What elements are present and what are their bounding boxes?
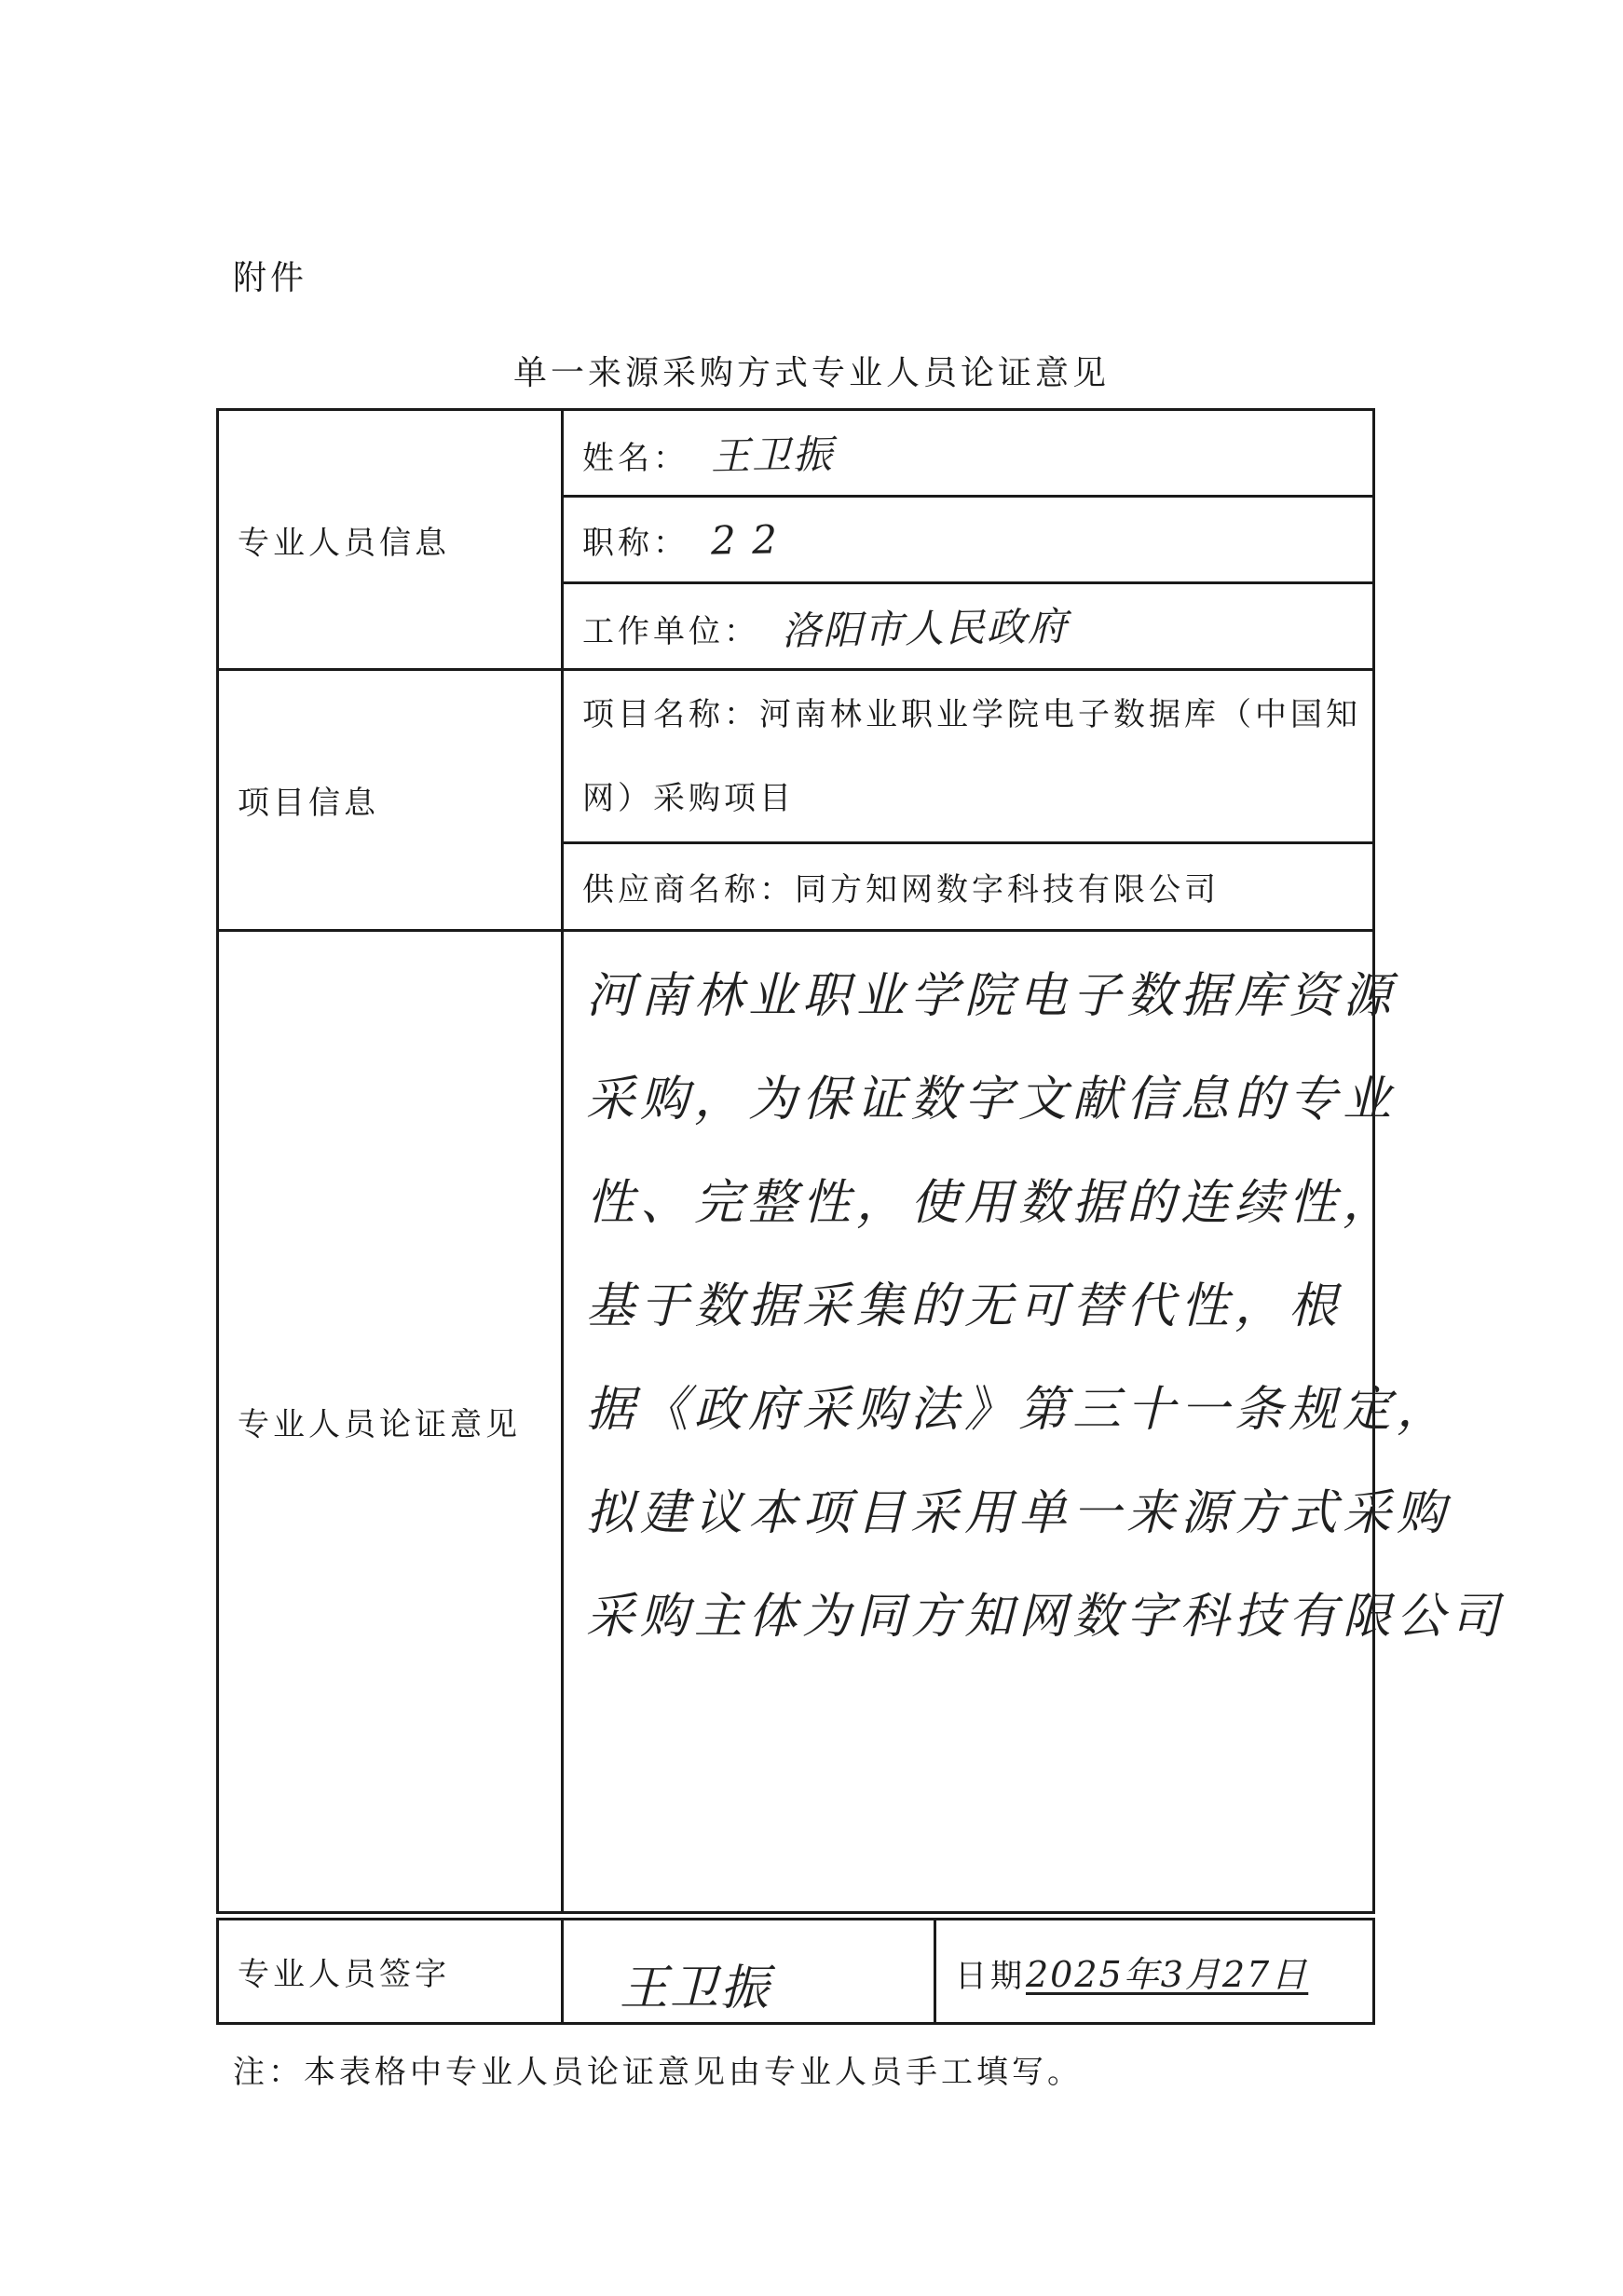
table-row [218, 931, 1374, 1913]
work-unit-field [563, 583, 1374, 670]
title-label: 职称： [582, 524, 689, 562]
signature-field [563, 1920, 935, 2024]
date-handwritten-value: 2025年3月27日 [1026, 1954, 1309, 1995]
supplier-name-field: 供应商名称：同方知网数字科技有限公司 [563, 843, 1374, 931]
project-name-field: 项目名称：河南林业职业学院电子数据库（中国知网）采购项目 [563, 670, 1374, 843]
personnel-info-label: 专业人员信息 [218, 410, 563, 670]
opinion-handwritten-field [563, 931, 1506, 1913]
opinion-form-table [216, 408, 1506, 1914]
name-handwritten-value: 王卫振 [710, 430, 835, 480]
signature-label: 专业人员签字 [218, 1920, 563, 2024]
work-unit-label: 工作单位： [582, 613, 759, 650]
table-row [218, 410, 1374, 497]
opinion-handwritten-text [586, 945, 1506, 1669]
table-row [218, 670, 1374, 843]
form-title: 单一来源采购方式专业人员论证意见 [512, 354, 1110, 392]
opinion-line: 采购主体为同方知网数字科技有限公司 [586, 1589, 1506, 1645]
name-label: 姓名： [582, 440, 689, 477]
date-label: 日期 [955, 1958, 1026, 1995]
handwritten-signature: 王卫振 [620, 1961, 771, 2016]
opinion-line: 河南林业职业学院电子数据库资源 [586, 968, 1398, 1024]
opinion-line: 性、完整性，使用数据的连续性， [586, 1175, 1398, 1231]
opinion-line: 拟建议本项目采用单一来源方式采购 [586, 1485, 1452, 1541]
footer-note: 注：本表格中专业人员论证意见由专业人员手工填写。 [233, 2054, 1083, 2091]
table-row [218, 1920, 1374, 2024]
work-unit-handwritten-value: 洛阳市人民政府 [781, 603, 1070, 654]
project-info-label: 项目信息 [218, 670, 563, 931]
title-field [563, 497, 1374, 583]
opinion-line: 据《政府采购法》第三十一条规定， [586, 1382, 1452, 1438]
date-field [935, 1920, 1374, 2024]
signature-table [216, 1918, 1375, 2025]
opinion-line: 基于数据采集的无可替代性，根 [586, 1278, 1343, 1334]
attachment-label: 附件 [233, 259, 308, 297]
opinion-section-label: 专业人员论证意见 [218, 931, 563, 1913]
title-handwritten-value: 2 2 [710, 515, 780, 564]
opinion-line: 采购，为保证数字文献信息的专业 [586, 1072, 1398, 1128]
name-field [563, 410, 1374, 497]
